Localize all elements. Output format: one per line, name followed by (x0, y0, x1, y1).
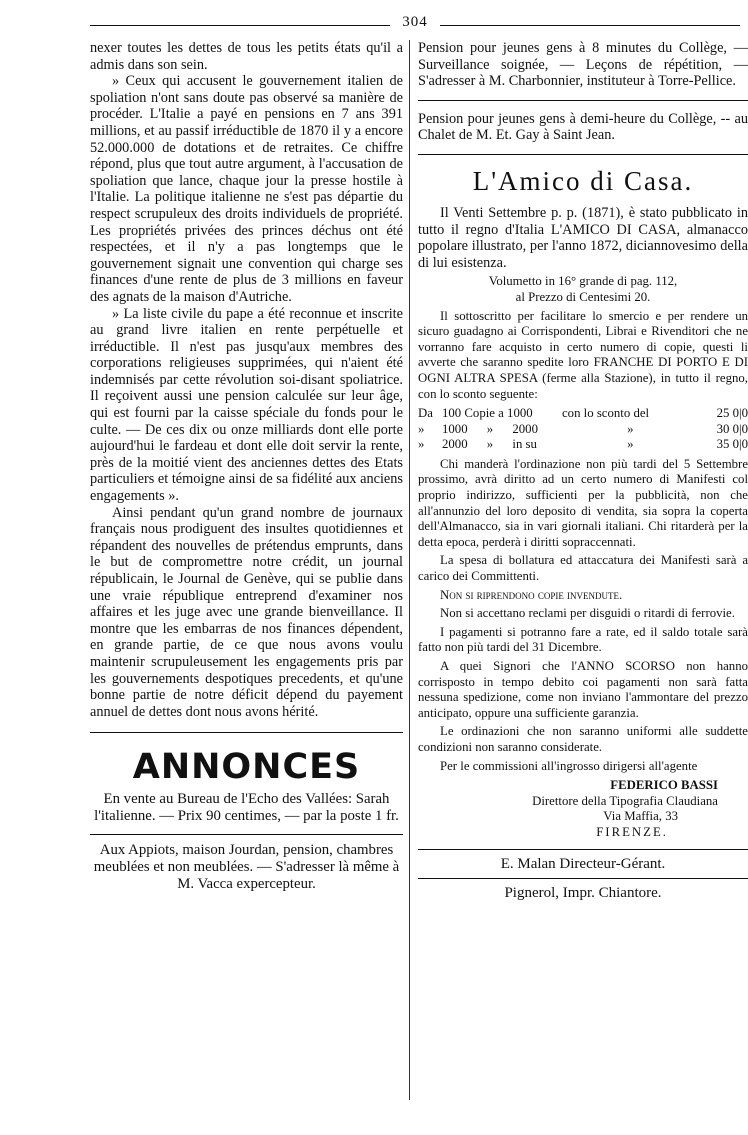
signer-name: FEDERICO BASSI (610, 778, 718, 793)
rate-range: 2000 » in su (442, 437, 537, 452)
rate-value: 30 0|0 (716, 421, 748, 436)
sottoscritto-paragraph: Il sottoscritto per facilitare lo smercio e per rendere un sicuro guadagno ai Corrispondenti, Librai e Rivenditori che ne vorranno fare acquisto in certo numero di copie, questi li avverte che saranno spedite loro FRANCHE DI PORTO E DI OGNI ALTRA SPESA (ferme alla Stazione), in tutto il regno, con lo sconto seguente: (418, 308, 748, 401)
signer-address: Via Maffia, 33 (603, 809, 678, 824)
prezzo-line: al Prezzo di Centesimi 20. (515, 289, 651, 304)
header-rule-right (440, 25, 740, 26)
footer-divider (418, 849, 748, 850)
amico-title: L'Amico di Casa. (472, 165, 694, 196)
article-paragraph: » Ceux qui accusent le gouvernement italien de spoliation n'ont sans doute pas observé sa manière de procéder. L'Italie a payé en pensions en 7 ans 391 millions, et au passif irréductible de 1870 il y a encore 52.000.000 de dotations et de retraites. Ce chiffre répond, plus que tout autre argument, à l'accusation de spoliation que lance, chaque jour la presse hostile à l'Italie. La politique italienne ne s'est pas départie du respect scrupuleux des droits individuels de propriété. Les propriétés privées des princes déchus ont été respectées, et il n'y a pas longtemps que le gouvernement signait une convention qui charge ses finances d'une rente de plus de 3 millions en faveur des agnats de la maison d'Autriche. (90, 73, 403, 305)
rate-prefix: » (418, 437, 425, 452)
page-header (90, 14, 740, 34)
rate-range: 100 Copie a 1000 (442, 406, 533, 421)
section-divider (90, 732, 403, 733)
ordinazione-paragraph: Chi manderà l'ordinazione non più tardi del 5 Settembre prossimo, avrà diritto ad un certo numero di Manifesti col proprio indirizzo, sufficienti per la pubblicità, non che all'annunzio del loro deposito di vendita, sia sopra la coperta dell'Almanacco, sia in vari giornali italiani. Chi ritarderà per la detta epoca, perderà i diritti sopraccennati. (418, 456, 748, 549)
ad-divider (418, 154, 748, 155)
ad-pension-collegio: Pension pour jeunes gens à 8 minutes du Collège, — Surveillance soignée, — Leçons de répétition, — S'adresser à M. Charbonnier, instituteur à Torre-Pellice. (418, 40, 748, 90)
rate-prefix: Da (418, 406, 433, 421)
rate-label: con lo sconto del (562, 406, 650, 421)
table-row (418, 437, 748, 453)
left-column (90, 40, 403, 893)
pagamenti-paragraph: I pagamenti si potranno fare a rate, ed il saldo totale sarà fatto non più tardi del 31 Dicembre. (418, 624, 748, 655)
commissioni-paragraph: Per le commissioni all'ingrosso dirigersi all'agente (440, 758, 698, 773)
rate-label: » (627, 437, 634, 452)
column-divider (409, 40, 410, 1100)
ad-appiots: Aux Appiots, maison Jourdan, pension, chambres meublées et non meublées. — S'adresser là même à M. Vacca expercepteur. (93, 842, 400, 893)
annonces-heading: ANNONCES (132, 747, 361, 788)
signer-title: Direttore della Tipografia Claudiana (532, 793, 718, 808)
copie-paragraph: Non si riprendono copie invendute. (440, 587, 623, 602)
spesa-paragraph: La spesa di bollatura ed attaccatura dei Manifesti sarà a carico dei Committenti. (418, 553, 748, 584)
discount-table (418, 406, 748, 453)
ad-sarah: En vente au Bureau de l'Echo des Vallées: Sarah l'italienne. — Prix 90 centimes, — par la poste 1 fr. (94, 791, 399, 825)
printer-line: Pignerol, Impr. Chiantore. (504, 885, 662, 902)
rate-range: 1000 » 2000 (442, 421, 538, 436)
amico-intro: Il Venti Settembre p. p. (1871), è stato pubblicato in tutto il regno d'Italia L'AMICO DI CASA, almanacco popolare illustrato, per l'anno 1872, diciannovesimo della di lui esistenza. (418, 204, 748, 271)
ad-divider (418, 100, 748, 101)
article-paragraph: » La liste civile du pape a été reconnue et inscrite au grand livre italien en rente perpétuelle et irréductible. Il n'est pas jusqu'aux membres des corporations religieuses supprimées, qui n'aient été indemnisés par cette révolution soi-disant spoliatrice. Il reçoivent aussi une pension calculée sur leur âge, qui est fourni par la caisse spéciale du fonds pour le culte. — De ces dix ou onze milliards dont elle porte aujourd'hui le fardeau et dont elle doit servir la rente, près de la moitié vient des anciennes dettes des Etats particuliers et témoigne ainsi de sa fidélité aux anciens engagements ». (90, 305, 403, 505)
article-paragraph: Ainsi pendant qu'un grand nombre de journaux français nous prodiguent des insultes quotidiennes et répandent des nouvelles de prétendus emprunts, dans le but de compromettre notre crédit, un journal républicain, le Journal de Genève, qui se publie dans une vraie république entreprend d'examiner nos affaires et les juge avec une grande bienveillance. Il montre que les embarras de nos finances dépendent, en grande partie, de ce que nous avons voulu maintenir scrupuleusement les engagements pris par les gouvernements despotiques precedents, et qu'une bonne partie de notre déficit dépend du payement annuel de dettes dont nous avons hérité. (90, 504, 403, 720)
directeur-gerant: E. Malan Directeur-Gérant. (500, 855, 666, 872)
signature-block (418, 778, 748, 840)
rate-prefix: » (418, 421, 425, 436)
page-number: 304 (398, 14, 432, 31)
rate-value: 25 0|0 (716, 406, 748, 421)
signori-paragraph: A quei Signori che l'ANNO SCORSO non hanno corrisposto in tempo debito coi pagamenti non sarà fatta nessuna spedizione, come non inviano l'ammontare del prezzo anticipato, oppure una sufficiente garanzia. (418, 659, 748, 720)
ad-divider (90, 834, 403, 835)
footer-divider (418, 878, 748, 879)
signer-city: FIRENZE. (596, 824, 668, 839)
table-row (418, 422, 748, 438)
header-rule-left (90, 25, 390, 26)
reclami-paragraph: Non si accettano reclami per disguidi o ritardi di ferrovie. (440, 606, 735, 621)
ad-pension-chalet: Pension pour jeunes gens à demi-heure du Collège, -- au Chalet de M. Et. Gay à Saint Jean. (418, 110, 748, 144)
right-column (418, 40, 748, 906)
table-row (418, 406, 748, 422)
article-paragraph: nexer toutes les dettes de tous les petits états qu'il a admis dans son sein. (90, 40, 403, 73)
volumetto-line: Volumetto in 16° grande di pag. 112, (488, 274, 678, 289)
rate-value: 35 0|0 (716, 437, 748, 452)
ordinazioni-paragraph: Le ordinazioni che non saranno uniformi alle suddette condizioni non saranno considerate. (418, 724, 748, 754)
rate-label: » (627, 421, 634, 436)
